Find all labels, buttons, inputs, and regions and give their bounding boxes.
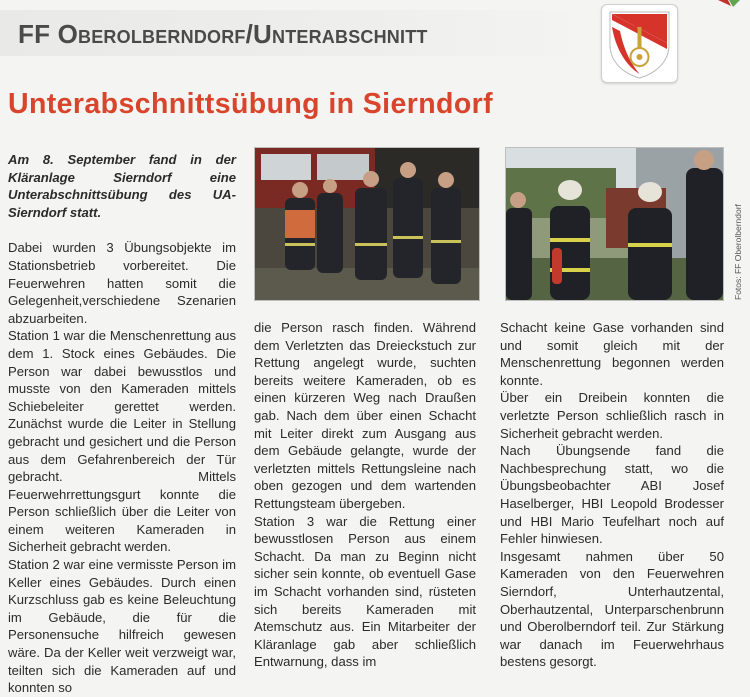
text-column-2 [254,319,476,671]
body-paragraph: Insgesamt nahmen über 50 Kameraden von den Feuerwehren Sierndorf, Unterhautzental, Oberhautzental, Unterparschenbrunn und Oberolberndorf teil. Zur Stärkung war danach im Feuerwehrhaus bestens gesorgt. [500,548,724,670]
section-title: FF Oberolberndorf/Unterabschnitt [18,19,428,49]
body-paragraph: Nach Übungsende fand die Nachbesprechung statt, wo die Übungsbeobachter ABI Josef Haselberger, HBI Leopold Brodesser und HBI Mario Teufelhart noch auf Fehler hinwiesen. [500,443,724,547]
photo-firefighters-group [254,147,480,301]
text-column-3 [500,319,724,671]
body-paragraph: die Person rasch finden. Während dem Verletzten das Dreieckstuch zur Rettung angelegt wurde, suchten bereits weitere Kameraden, ob es einen kürzeren Weg nach Draußen gab. Nach dem über einen Schacht mit Leiter direkt zum Ausgang aus dem Gebäude gelangte, wurde der verletzten mittels Rettungsleine nach oben gezogen und dem wartenden Rettungsteam übergeben. [254,320,476,511]
body-paragraph: Dabei wurden 3 Übungsobjekte im Stationsbetrieb vorbereitet. Die Feuerwehren hatten somit die Gelegenheit,verschiedene Szenarien abzuarbeiten. [8,240,236,326]
photo-firefighters-breathing-apparatus [505,147,724,301]
fire-brigade-crest-icon [602,5,677,82]
body-paragraph: Station 2 war eine vermisste Person im Keller eines Gebäudes. Durch einen Kurzschluss gab es keine Beleuchtung im Gebäude, die für die Personensuche hilfreich gewesen wäre. Da der Keller weit verzweigt war, teilten sich die Kameraden auf und konnten so [8,557,236,696]
crest-frame [601,4,678,83]
text-column-1 [8,151,236,697]
body-paragraph: Station 1 war die Menschenrettung aus dem 1. Stock eines Gebäudes. Die Person war dabei bewusstlos und musste von den Kameraden mittels Schiebeleiter gerettet werden. Zunächst wurde die Leiter in Stellung gebracht und gesichert und die Person aus dem Gefahrenbereich der Tür gebracht. Mittels Feuerwehrrettungsgurt konnte die Person schließlich über die Leiter von einem weiteren Kameraden in Sicherheit gebracht werden. [8,328,236,555]
lead-paragraph: Am 8. September fand in der Kläranlage Sierndorf eine Unterabschnittsübung des UA-Sierndorf statt. [8,152,236,220]
photo-credit: Fotos: FF Oberolberndorf [733,204,743,300]
body-paragraph: Schacht keine Gase vorhanden sind und somit gleich mit der Menschenrettung begonnen werden konnte. [500,320,724,388]
article-headline: Unterabschnittsübung in Sierndorf [8,88,494,120]
corner-accent-icon [718,0,740,8]
body-paragraph: Station 3 war die Rettung einer bewusstlosen Person aus einem Schacht. Da man zu Beginn nicht sicher sein konnte, ob eventuell Gase im Schacht vorhanden sind, rüsteten sich bereits Kameraden mit Atemschutz aus. Ein Mitarbeiter der Kläranlage gab aber schließlich Entwarnung, dass im [254,513,476,670]
body-paragraph: Über ein Dreibein konnten die verletzte Person schließlich rasch in Sicherheit gebracht werden. [500,390,724,441]
